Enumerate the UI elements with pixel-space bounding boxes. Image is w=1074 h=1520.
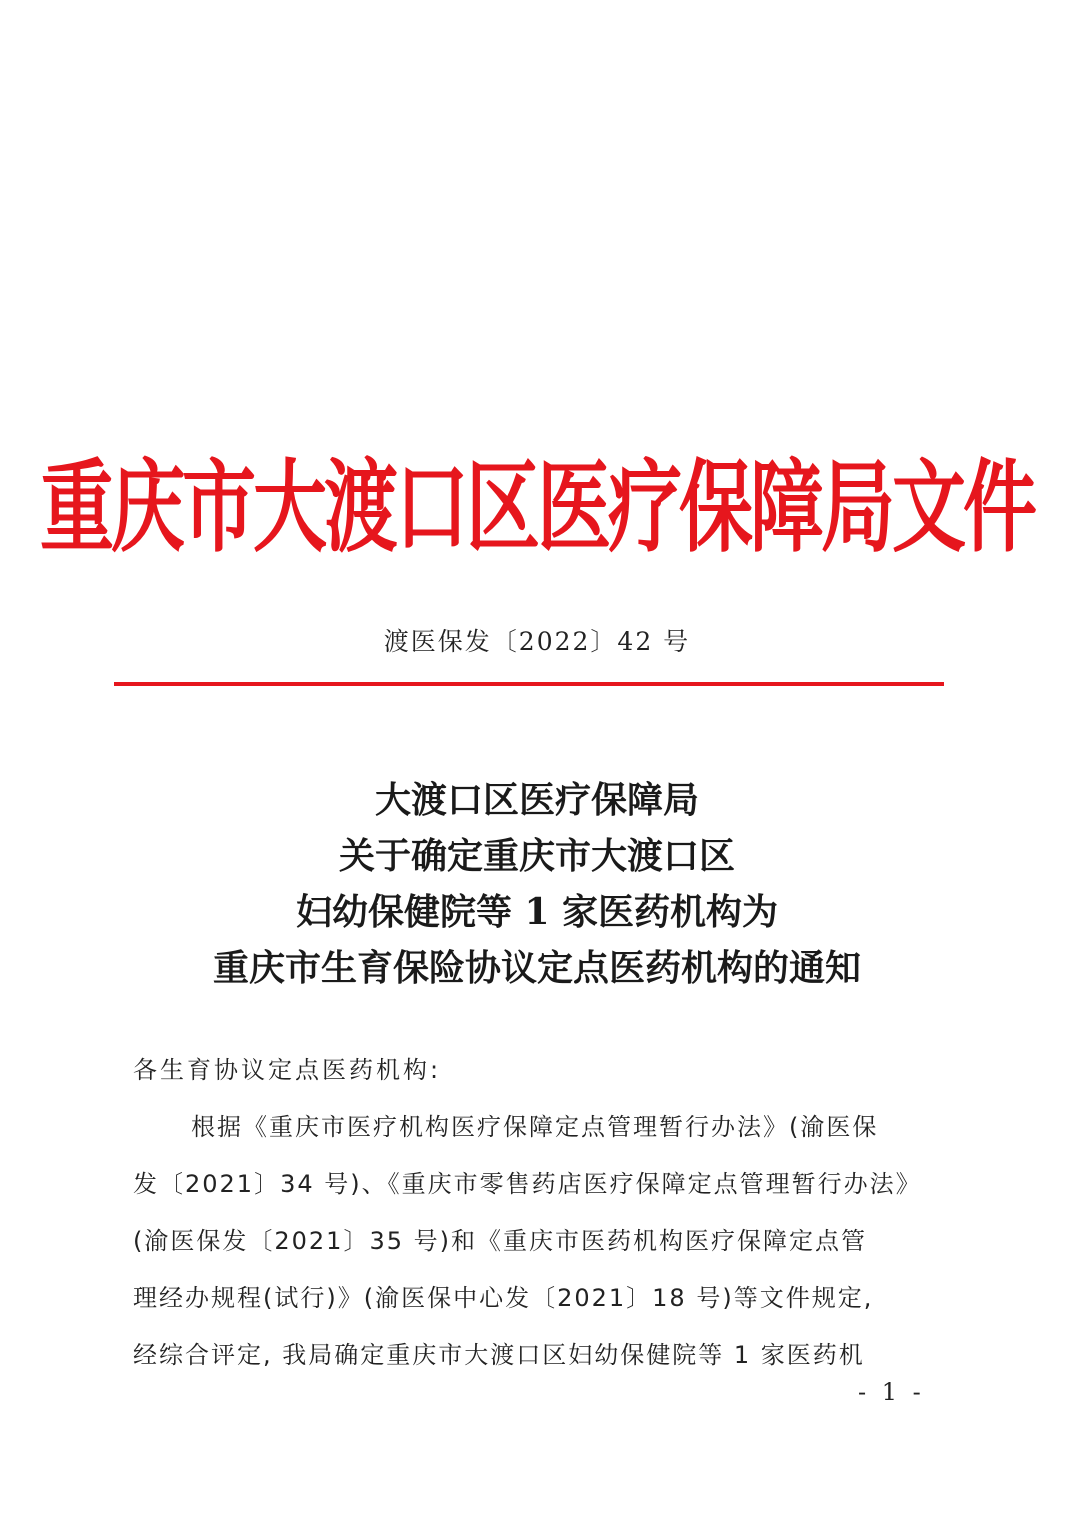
page-number: - 1 -	[858, 1378, 925, 1406]
masthead-title: 重庆市大渡口区医疗保障局文件	[40, 450, 1034, 567]
masthead	[0, 430, 1074, 570]
paragraph-line: (渝医保发〔2021〕35 号)和《重庆市医药机构医疗保障定点管	[133, 1227, 867, 1255]
title-line: 重庆市生育保险协议定点医药机构的通知	[212, 947, 861, 989]
title-line: 妇幼保健院等 1 家医药机构为	[295, 891, 779, 933]
title-line: 关于确定重庆市大渡口区	[338, 835, 735, 877]
salutation: 各生育协议定点医药机构:	[133, 1056, 442, 1084]
paragraph-line: 发〔2021〕34 号)、《重庆市零售药店医疗保障定点管理暂行办法》	[133, 1170, 922, 1198]
paragraph-line: 理经办规程(试行)》(渝医保中心发〔2021〕18 号)等文件规定,	[133, 1284, 874, 1312]
notice-body	[133, 1042, 945, 1384]
title-line: 大渡口区医疗保障局	[374, 779, 699, 821]
document-number: 渡医保发〔2022〕42 号	[383, 627, 691, 656]
notice-title	[0, 772, 1074, 996]
red-divider-line	[114, 682, 944, 686]
paragraph-line: 经综合评定, 我局确定重庆市大渡口区妇幼保健院等 1 家医药机	[133, 1341, 865, 1369]
paragraph-line: 根据《重庆市医疗机构医疗保障定点管理暂行办法》(渝医保	[191, 1113, 879, 1141]
